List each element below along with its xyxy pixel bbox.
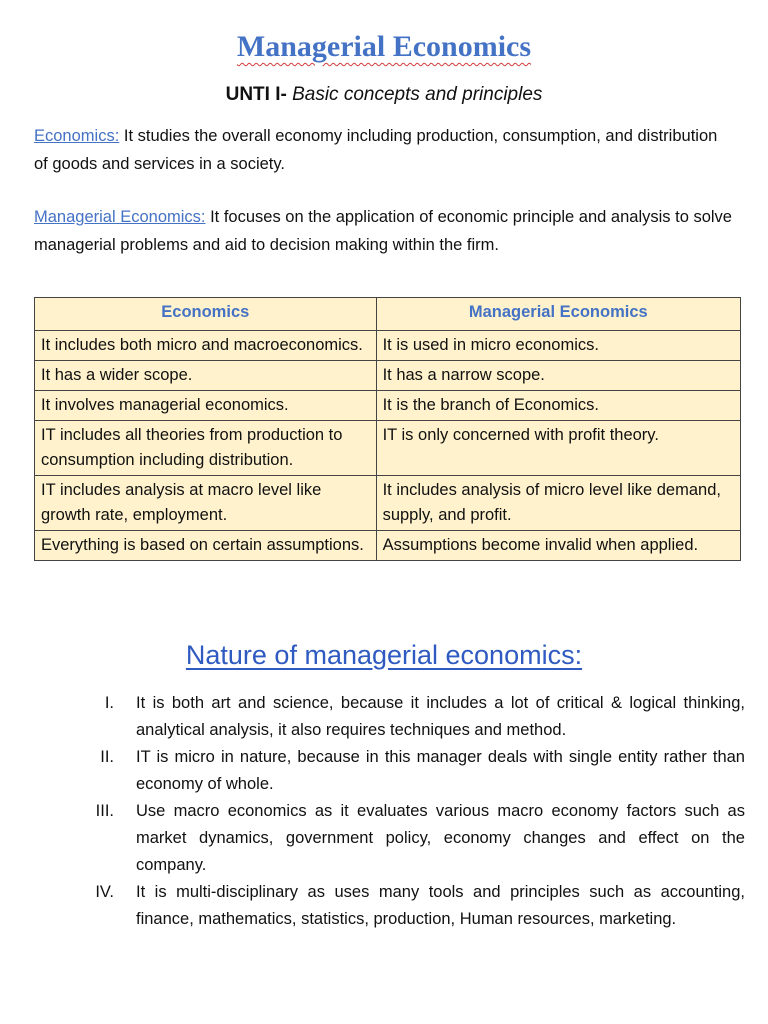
list-item <box>70 690 745 744</box>
list-item-number: IV. <box>95 883 114 901</box>
column-header-economics: Economics <box>35 298 377 331</box>
table-row <box>35 531 741 561</box>
definition-text: It studies the overall economy including production, consumption, and distribution of goods and services in a society. <box>34 127 718 173</box>
table-row <box>35 331 741 361</box>
list-item-text: IT is micro in nature, because in this manager deals with single entity rather than economy of whole. <box>136 748 745 793</box>
list-item-text: It is multi-disciplinary as uses many tools and principles such as accounting, finance, mathematics, statistics, production, Human resources, marketing. <box>136 883 745 928</box>
list-item-number: I. <box>104 694 114 712</box>
definition-term: Managerial Economics: <box>34 208 206 226</box>
table-cell: It includes analysis of micro level like demand, supply, and profit. <box>376 476 740 531</box>
table-cell: Assumptions become invalid when applied. <box>376 531 740 561</box>
list-item-number: III. <box>95 802 114 820</box>
table-cell: It includes both micro and macroeconomics. <box>35 331 377 361</box>
table-header-row <box>35 298 741 331</box>
table-cell: It has a narrow scope. <box>376 361 740 391</box>
unit-label: UNTI I- <box>225 84 287 105</box>
definition-economics <box>34 122 734 178</box>
table-cell: It is used in micro economics. <box>376 331 740 361</box>
table-row <box>35 476 741 531</box>
list-item-text: Use macro economics as it evaluates various macro economy factors such as market dynamics, government policy, economy changes and effect on the company. <box>136 802 745 874</box>
list-item-text: It is both art and science, because it includes a lot of critical & logical thinking, analytical analysis, it also requires techniques and method. <box>136 694 745 739</box>
column-header-managerial-economics: Managerial Economics <box>376 298 740 331</box>
comparison-table <box>34 297 741 561</box>
table-row <box>35 421 741 476</box>
definition-managerial-economics <box>34 203 734 259</box>
unit-subtitle <box>0 84 768 106</box>
definition-text: It focuses on the application of economic principle and analysis to solve managerial problems and aid to decision making within the firm. <box>34 208 732 254</box>
table-cell: IT includes analysis at macro level like growth rate, employment. <box>35 476 377 531</box>
table-cell: IT includes all theories from production to consumption including distribution. <box>35 421 377 476</box>
table-row <box>35 391 741 421</box>
table-cell: It is the branch of Economics. <box>376 391 740 421</box>
nature-heading: Nature of managerial economics: <box>185 640 583 670</box>
list-item-number: II. <box>100 748 114 766</box>
list-item <box>70 879 745 933</box>
table-cell: IT is only concerned with profit theory. <box>376 421 740 476</box>
list-item <box>70 798 745 879</box>
document-title: Managerial Economics <box>236 30 532 63</box>
table-cell: Everything is based on certain assumptions. <box>35 531 377 561</box>
unit-topic: Basic concepts and principles <box>292 84 543 105</box>
table-row <box>35 361 741 391</box>
table-cell: It has a wider scope. <box>35 361 377 391</box>
list-item <box>70 744 745 798</box>
nature-list <box>70 690 745 933</box>
table-cell: It involves managerial economics. <box>35 391 377 421</box>
definition-term: Economics: <box>34 127 120 145</box>
